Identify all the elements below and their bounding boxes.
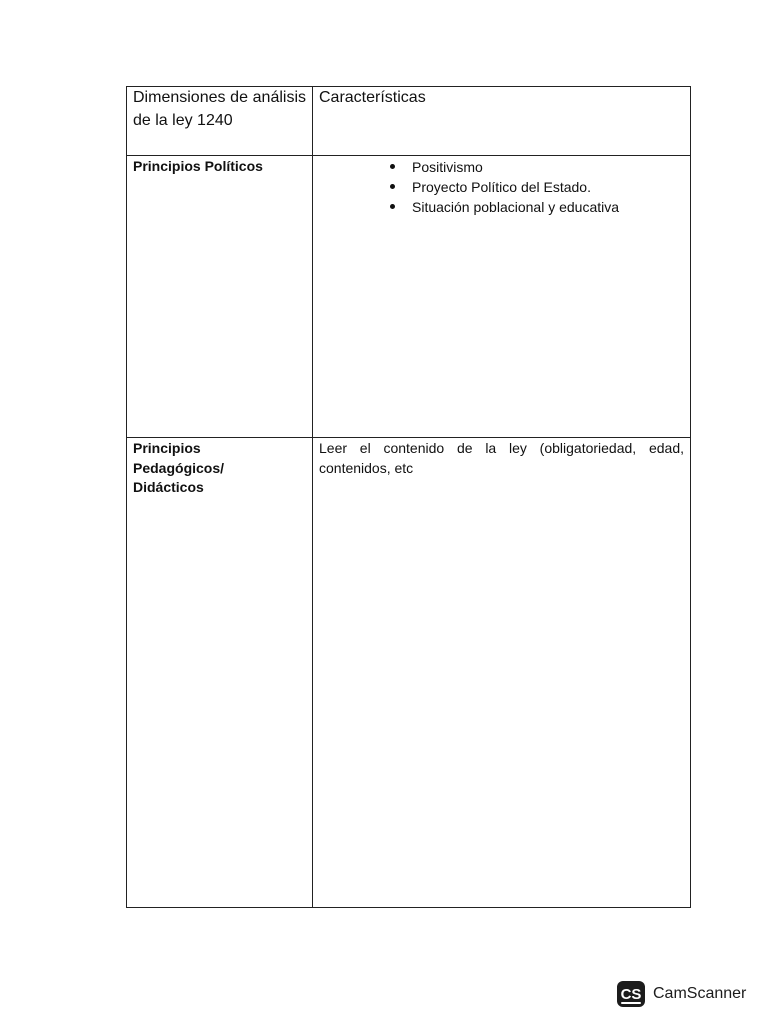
row-label-line: Pedagógicos/	[133, 459, 225, 476]
row-label-cell	[127, 156, 313, 438]
table-row	[127, 438, 691, 908]
row-content-cell	[313, 438, 691, 908]
bullet-icon	[390, 184, 395, 189]
camscanner-name: CamScanner	[653, 985, 747, 1002]
row-label-line: Principios	[133, 440, 201, 456]
list-item-text: Proyecto Político del Estado.	[412, 179, 591, 195]
camscanner-watermark	[617, 981, 746, 1007]
characteristics-bullet-list	[313, 156, 690, 217]
row-content-text: Leer el contenido de la ley (obligatoriedad, edad, contenidos, etc	[319, 440, 684, 476]
list-item	[385, 177, 690, 197]
bullet-icon	[390, 164, 395, 169]
table-header-row	[127, 87, 691, 156]
analysis-table	[126, 86, 691, 908]
bullet-icon	[390, 204, 395, 209]
list-item-text: Situación poblacional y educativa	[412, 199, 620, 215]
row-label-line: Didácticos	[133, 479, 204, 495]
list-item	[385, 197, 690, 217]
row-label-politicos: Principios Políticos	[133, 158, 263, 174]
header-characteristics-text: Características	[319, 89, 426, 106]
header-dimension-text: Dimensiones de análisis de la ley 1240	[133, 89, 306, 129]
row-content-cell	[313, 156, 691, 438]
row-label-pedagogicos	[127, 438, 312, 498]
camscanner-logo-icon: CS	[617, 981, 645, 1007]
list-item	[385, 157, 690, 177]
table-row	[127, 156, 691, 438]
list-item-text: Positivismo	[412, 159, 483, 175]
header-characteristics-cell	[313, 87, 691, 156]
header-dimension-cell	[127, 87, 313, 156]
row-label-cell	[127, 438, 313, 908]
